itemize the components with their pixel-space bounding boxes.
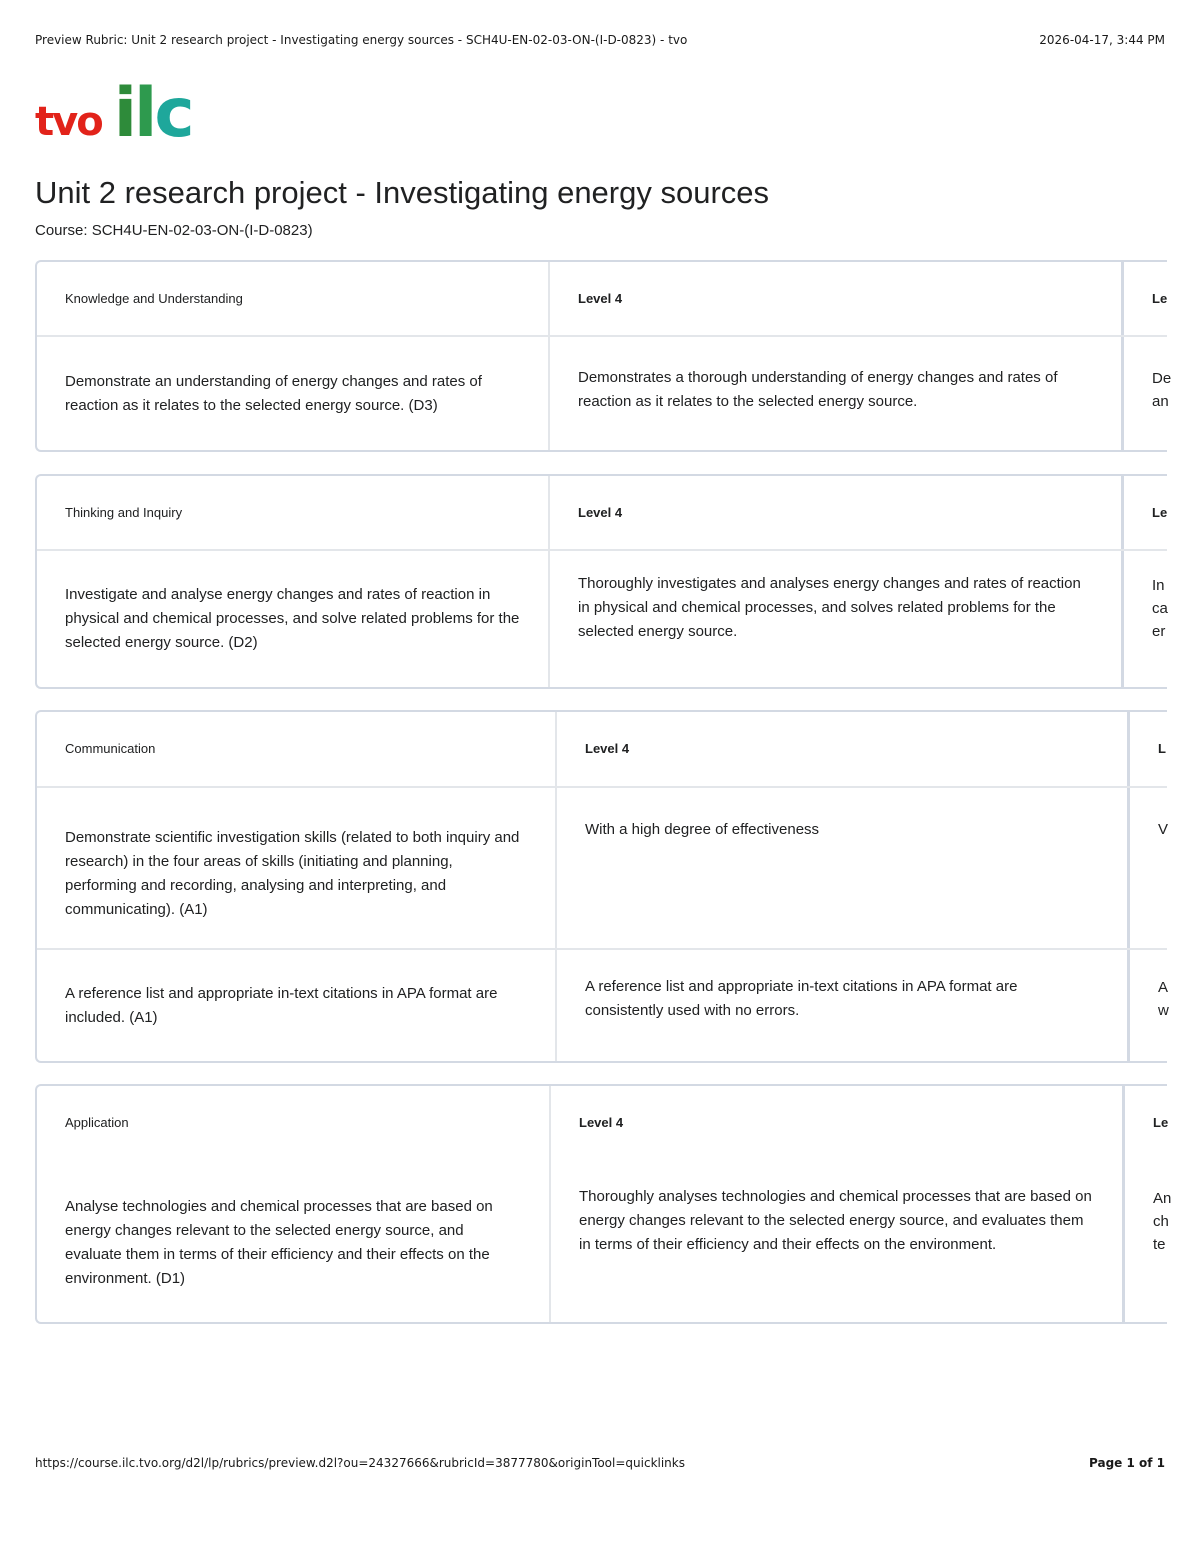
rubric-section-knowledge [35, 260, 1172, 452]
clipped-text-fragment: In [1152, 576, 1165, 594]
rubric-next-level-description [1125, 1160, 1172, 1322]
rubric-level-header: Level 4 [557, 712, 1130, 786]
print-footer-url: https://course.ilc.tvo.org/d2l/lp/rubrics/preview.d2l?ou=24327666&rubricId=3877780&originTool=quicklinks [35, 1456, 685, 1470]
page-title: Unit 2 research project - Investigating energy sources [35, 175, 770, 210]
rubric-next-level-header: Le [1152, 290, 1168, 306]
logo-ilc-c: c [154, 74, 192, 153]
rubric-next-level-description [1124, 337, 1172, 450]
rubric-criterion-row [37, 549, 1167, 687]
clipped-text-fragment: V [1158, 821, 1169, 838]
rubric-section-thinking [35, 474, 1167, 689]
rubric-category: Communication [37, 712, 557, 786]
rubric-next-level-header: Le [1152, 504, 1168, 520]
rubric-section-communication [35, 710, 1167, 1063]
rubric-next-level-header: L [1158, 741, 1166, 756]
rubric-level-header: Level 4 [550, 262, 1124, 335]
clipped-text-fragment: A [1158, 978, 1169, 996]
clipped-text-fragment: w [1158, 1001, 1169, 1019]
rubric-level4-description: With a high degree of effectiveness [557, 788, 1130, 948]
rubric-header-row [37, 476, 1167, 549]
rubric-next-level-header: Le [1153, 1115, 1169, 1130]
clipped-text-fragment: te [1153, 1235, 1166, 1253]
rubric-section-application [35, 1084, 1172, 1324]
logo-ilc-wordmark [113, 74, 192, 153]
rubric-criterion-row [37, 948, 1167, 1061]
rubric-criterion: Demonstrate an understanding of energy changes and rates of reaction as it relates to the selected energy source. (D3) [37, 337, 550, 450]
clipped-text-fragment: De [1152, 369, 1172, 387]
rubric-next-level-description [1124, 551, 1168, 687]
print-header-datetime: 2026-04-17, 3:44 PM [1039, 33, 1165, 47]
clipped-text-fragment: er [1152, 622, 1166, 640]
clipped-text-fragment: An [1153, 1189, 1172, 1207]
rubric-criterion-row [37, 335, 1172, 450]
print-header [35, 33, 1165, 47]
rubric-level4-description: A reference list and appropriate in-text citations in APA format are consistently used with no errors. [557, 950, 1130, 1061]
rubric-header-row [37, 1086, 1167, 1160]
rubric-level4-description: Thoroughly investigates and analyses energy changes and rates of reaction in physical and chemical processes, and solves related problems for the selected energy source. [550, 551, 1124, 687]
rubric-criterion: Analyse technologies and chemical processes that are based on energy changes relevant to the selected energy source, and evaluate them in terms of their efficiency and their effects on the environment. (D1) [37, 1160, 551, 1322]
logo-ilc-i: i [113, 74, 134, 153]
rubric-level4-description: Thoroughly analyses technologies and chemical processes that are based on energy changes relevant to the selected energy source, and evaluates them in terms of their efficiency and their effects on the environment. [551, 1160, 1125, 1322]
course-code: Course: SCH4U-EN-02-03-ON-(I-D-0823) [35, 222, 313, 239]
page-number: Page 1 of 1 [1089, 1456, 1165, 1470]
rubric-level-header: Level 4 [551, 1086, 1125, 1160]
rubric-criterion: A reference list and appropriate in-text citations in APA format are included. (A1) [37, 950, 557, 1061]
rubric-criterion: Demonstrate scientific investigation skills (related to both inquiry and research) in the four areas of skills (initiating and planning, performing and recording, analysing and interpreting, and communicating). (A1) [37, 788, 557, 948]
tvo-ilc-logo [35, 74, 192, 153]
rubric-next-level-description [1130, 950, 1169, 1061]
rubric-category: Thinking and Inquiry [37, 476, 550, 549]
clipped-text-fragment: ca [1152, 599, 1168, 617]
rubric-criterion: Investigate and analyse energy changes and rates of reaction in physical and chemical processes, and solve related problems for the selected energy source. (D2) [37, 551, 550, 687]
logo-ilc-l: l [134, 74, 155, 153]
clipped-text-fragment: ch [1153, 1212, 1169, 1230]
rubric-criterion-row [37, 1160, 1172, 1322]
rubric-header-row [37, 712, 1167, 786]
logo-tvo-wordmark: tvo [35, 99, 102, 145]
rubric-category: Knowledge and Understanding [37, 262, 550, 335]
rubric-category: Application [37, 1086, 551, 1160]
print-header-title: Preview Rubric: Unit 2 research project - Investigating energy sources - SCH4U-EN-02-03-ON-(I-D-0823) - tvo [35, 33, 688, 47]
rubric-next-level-description [1130, 788, 1169, 948]
rubric-header-row [37, 262, 1167, 335]
rubric-level4-description: Demonstrates a thorough understanding of energy changes and rates of reaction as it relates to the selected energy source. [550, 337, 1124, 450]
rubric-level-header: Level 4 [550, 476, 1124, 549]
clipped-text-fragment: an [1152, 392, 1169, 410]
print-footer [35, 1456, 1165, 1470]
rubric-criterion-row [37, 786, 1167, 948]
